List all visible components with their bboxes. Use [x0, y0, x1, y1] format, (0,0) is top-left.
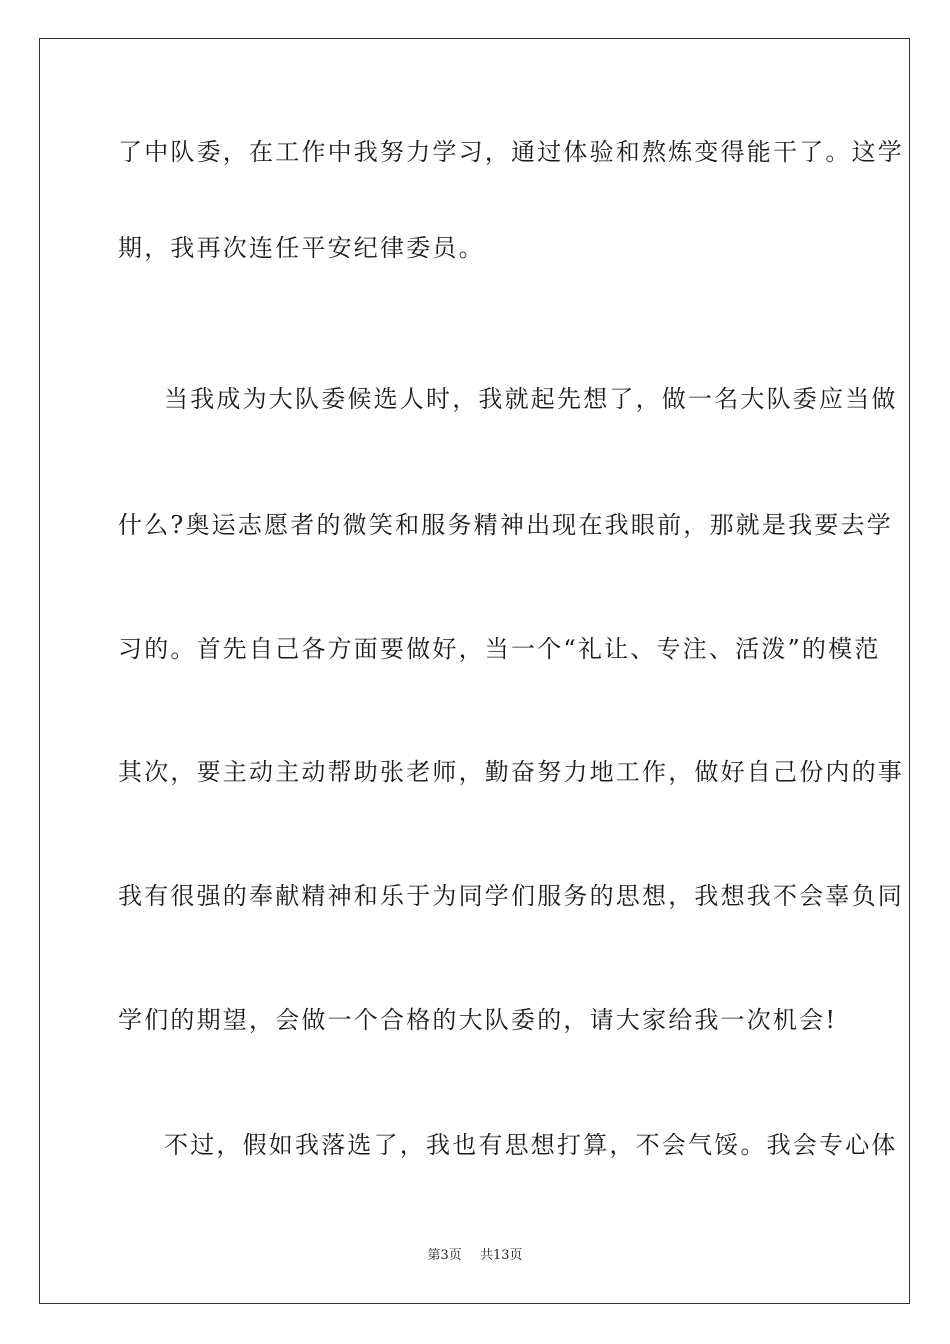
body-text-line: 学们的期望，会做一个合格的大队委的，请大家给我一次机会! [118, 1006, 838, 1034]
body-text-line: 期，我再次连任平安纪律委员。 [118, 234, 485, 262]
body-text-line: 习的。首先自己各方面要做好，当一个“礼让、专注、活泼”的模范 [118, 635, 881, 663]
page-frame [39, 38, 910, 1304]
body-text-line: 什么?奥运志愿者的微笑和服务精神出现在我眼前，那就是我要去学 [118, 511, 893, 539]
body-text-line: 我有很强的奉献精神和乐于为同学们服务的思想，我想我不会辜负同 [118, 882, 904, 910]
body-text-line: 不过，假如我落选了，我也有思想打算，不会气馁。我会专心体 [164, 1131, 898, 1159]
body-text-line: 其次，要主动主动帮助张老师，勤奋努力地工作，做好自己份内的事 [118, 758, 904, 786]
total-pages: 共13页 [479, 1248, 523, 1263]
page-number: 第3页 [427, 1248, 462, 1263]
body-text-line: 了中队委，在工作中我努力学习，通过体验和熬炼变得能干了。这学 [118, 138, 904, 166]
page-footer [0, 1247, 950, 1265]
body-text-line: 当我成为大队委候选人时，我就起先想了，做一名大队委应当做 [164, 385, 898, 413]
